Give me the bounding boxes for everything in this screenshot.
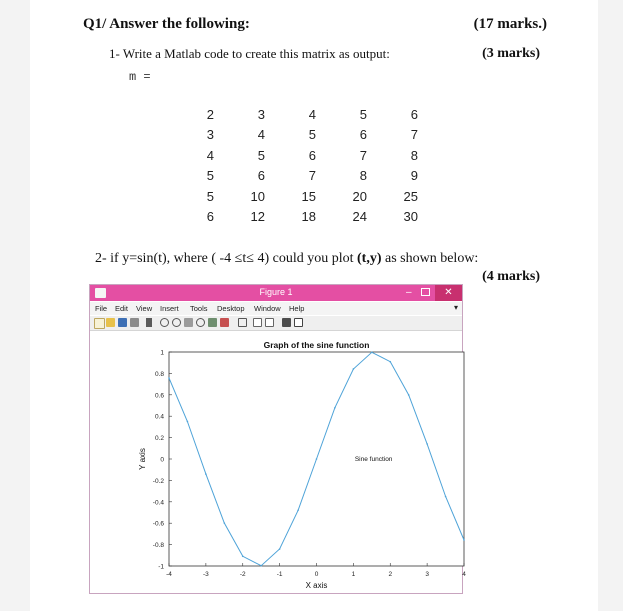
data-point bbox=[353, 368, 355, 370]
matrix-row bbox=[163, 125, 418, 146]
y-axis-label: Y axis bbox=[138, 448, 147, 470]
matrix-cell: 25 bbox=[403, 188, 418, 204]
new-figure-icon[interactable] bbox=[94, 318, 105, 329]
menu-view[interactable]: View bbox=[136, 304, 153, 313]
chart-title: Graph of the sine function bbox=[263, 340, 370, 350]
menu-edit[interactable]: Edit bbox=[115, 304, 128, 313]
data-point bbox=[242, 555, 244, 557]
matrix-cell: 3 bbox=[257, 106, 265, 122]
x-tick-label: -4 bbox=[166, 571, 172, 578]
matrix-cell: 6 bbox=[359, 127, 367, 143]
data-point bbox=[426, 443, 428, 445]
x-tick-label: 0 bbox=[314, 571, 319, 578]
matrix-cell: 18 bbox=[301, 209, 316, 225]
part2-text-bold: (t,y) bbox=[357, 251, 382, 266]
open-file-icon[interactable] bbox=[106, 318, 115, 327]
figure-canvas bbox=[90, 331, 466, 593]
matrix-cell: 5 bbox=[308, 127, 316, 143]
toolbar bbox=[90, 316, 462, 331]
data-point bbox=[168, 377, 170, 379]
insert-legend-icon[interactable] bbox=[265, 318, 274, 327]
matrix-cell: 9 bbox=[410, 168, 418, 184]
data-point bbox=[445, 496, 447, 498]
y-tick-label: 0.8 bbox=[154, 370, 164, 378]
x-tick-label: -2 bbox=[239, 571, 246, 578]
window-title: Figure 1 bbox=[259, 287, 293, 297]
matrix-cell: 7 bbox=[410, 127, 418, 143]
matrix-row bbox=[163, 207, 418, 228]
rotate-icon[interactable] bbox=[196, 318, 205, 327]
part2-marks: (4 marks) bbox=[482, 269, 540, 284]
y-tick-label: -1 bbox=[158, 563, 164, 571]
y-tick-label: -0.6 bbox=[152, 520, 164, 528]
matrix-row bbox=[163, 186, 418, 207]
show-plot-tools-icon[interactable] bbox=[294, 318, 303, 327]
matrix-cell: 7 bbox=[359, 147, 367, 163]
matrix-cell: 6 bbox=[257, 168, 265, 184]
close-icon[interactable]: ✕ bbox=[435, 285, 462, 301]
matrix-cell: 6 bbox=[410, 106, 418, 122]
menu-overflow-icon[interactable]: ▾ bbox=[453, 303, 458, 312]
matrix-cell: 7 bbox=[308, 168, 316, 184]
menu-insert[interactable]: Insert bbox=[160, 304, 179, 313]
matrix-cell: 6 bbox=[308, 147, 316, 163]
matrix-cell: 2 bbox=[206, 106, 214, 122]
sine-chart bbox=[90, 331, 466, 593]
menu-window[interactable]: Window bbox=[254, 304, 281, 313]
x-tick-label: -1 bbox=[276, 571, 283, 578]
matrix-cell: 4 bbox=[308, 106, 316, 122]
print-icon[interactable] bbox=[130, 318, 139, 327]
data-point bbox=[205, 473, 207, 475]
data-point bbox=[389, 361, 391, 363]
menu-help[interactable]: Help bbox=[289, 304, 305, 313]
matrix-cell: 20 bbox=[352, 188, 367, 204]
data-point bbox=[279, 548, 281, 550]
data-point bbox=[260, 565, 262, 567]
matrix-output bbox=[163, 104, 418, 227]
save-icon[interactable] bbox=[118, 318, 127, 327]
matrix-cell: 10 bbox=[250, 188, 265, 204]
y-tick-label: 0.4 bbox=[154, 413, 164, 421]
menu-file[interactable]: File bbox=[95, 304, 108, 313]
x-tick-label: 4 bbox=[462, 571, 466, 578]
question-title: Q1/ Answer the following: bbox=[83, 16, 250, 32]
matrix-cell: 8 bbox=[359, 168, 367, 184]
x-tick-label: 3 bbox=[425, 571, 429, 578]
matrix-row bbox=[163, 145, 418, 166]
matrix-cell: 12 bbox=[250, 209, 265, 225]
matrix-cell: 5 bbox=[257, 147, 265, 163]
y-tick-label: 0.2 bbox=[154, 435, 164, 443]
window-titlebar[interactable] bbox=[90, 285, 462, 301]
data-point bbox=[187, 421, 189, 423]
x-tick-label: 2 bbox=[388, 571, 393, 578]
y-tick-label: -0.4 bbox=[152, 499, 164, 507]
insert-colorbar-icon[interactable] bbox=[253, 318, 262, 327]
matrix-cell: 4 bbox=[257, 127, 265, 143]
matlab-figure-window bbox=[89, 284, 466, 594]
zoom-out-icon[interactable] bbox=[172, 318, 181, 327]
data-cursor-icon[interactable] bbox=[208, 318, 217, 327]
link-plot-icon[interactable] bbox=[238, 318, 247, 327]
x-tick-label: -3 bbox=[202, 571, 209, 578]
matrix-cell: 30 bbox=[403, 209, 418, 225]
minimize-icon[interactable]: – bbox=[406, 287, 412, 298]
zoom-in-icon[interactable] bbox=[160, 318, 169, 327]
part2-text bbox=[95, 251, 478, 267]
question-marks: (17 marks.) bbox=[473, 16, 547, 32]
y-tick-label: -0.8 bbox=[152, 542, 164, 550]
matrix-cell: 5 bbox=[359, 106, 367, 122]
matrix-cell: 4 bbox=[206, 147, 214, 163]
matrix-cell: 3 bbox=[206, 127, 214, 143]
y-tick-label: -0.2 bbox=[152, 477, 164, 485]
data-point bbox=[463, 539, 465, 541]
data-point bbox=[316, 458, 318, 460]
edit-plot-icon[interactable] bbox=[146, 318, 152, 327]
maximize-icon[interactable] bbox=[421, 288, 430, 296]
data-point bbox=[224, 522, 226, 524]
y-tick-label: 0.6 bbox=[154, 392, 164, 400]
hide-plot-tools-icon[interactable] bbox=[282, 318, 291, 327]
part1-text: 1- Write a Matlab code to create this matrix as output: bbox=[109, 46, 390, 61]
matrix-cell: 24 bbox=[352, 209, 367, 225]
document-page bbox=[30, 0, 598, 611]
y-tick-label: 0 bbox=[160, 456, 164, 464]
part2-text-tail: as shown below: bbox=[381, 251, 479, 266]
menu-bar bbox=[90, 302, 462, 315]
data-point bbox=[297, 509, 299, 511]
y-tick-label: 1 bbox=[160, 349, 164, 357]
x-tick-label: 1 bbox=[351, 571, 356, 578]
part2-text-start: 2- if y=sin(t), where ( -4 ≤t≤ 4) could you plot bbox=[95, 251, 357, 266]
pan-icon[interactable] bbox=[184, 318, 193, 327]
matrix-cell: 15 bbox=[301, 188, 316, 204]
menu-desktop[interactable]: Desktop bbox=[217, 304, 245, 313]
data-point bbox=[371, 351, 373, 353]
data-point bbox=[408, 394, 410, 396]
matrix-cell: 8 bbox=[410, 147, 418, 163]
matrix-row bbox=[163, 166, 418, 187]
series-label: Sine function bbox=[354, 456, 393, 463]
matrix-row bbox=[163, 104, 418, 125]
brush-icon[interactable] bbox=[220, 318, 229, 327]
matrix-cell: 6 bbox=[206, 209, 214, 225]
menu-tools[interactable]: Tools bbox=[190, 304, 208, 313]
data-point bbox=[334, 407, 336, 409]
matrix-cell: 5 bbox=[206, 188, 214, 204]
x-axis-label: X axis bbox=[305, 581, 328, 590]
matrix-variable-label: m = bbox=[129, 70, 151, 84]
part1-marks: (3 marks) bbox=[482, 46, 540, 61]
matrix-cell: 5 bbox=[206, 168, 214, 184]
